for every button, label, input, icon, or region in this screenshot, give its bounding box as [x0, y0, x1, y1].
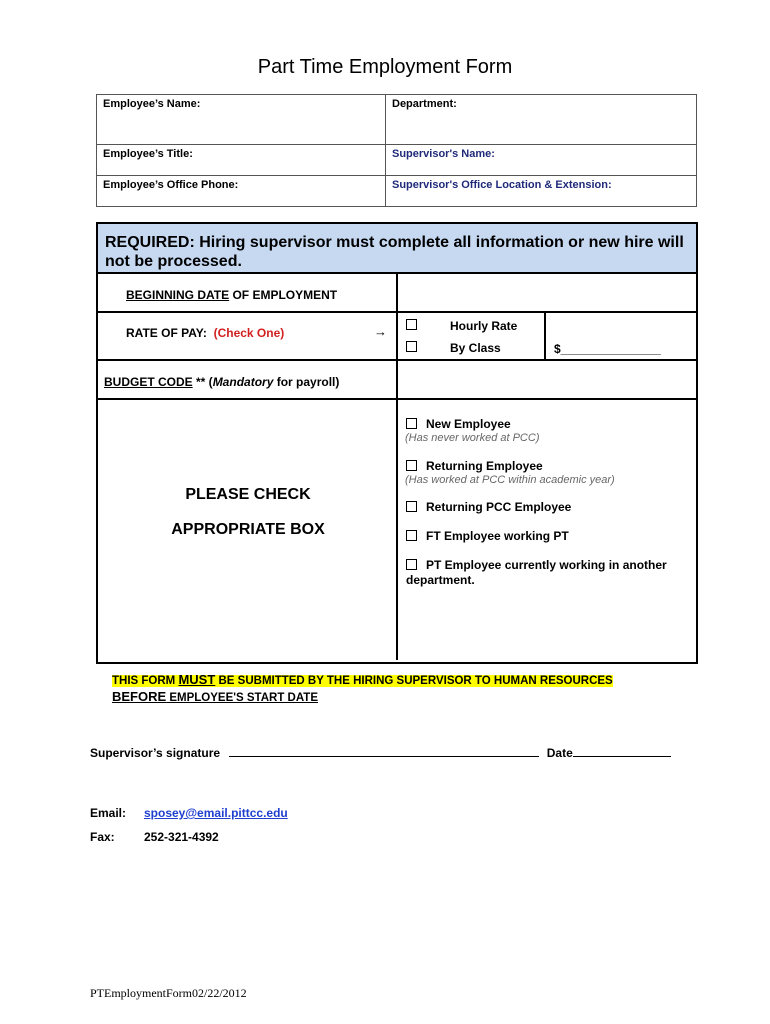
- beginning-date-field[interactable]: [398, 274, 694, 311]
- pt-other-department-checkbox[interactable]: [406, 559, 417, 570]
- signature-row: [90, 746, 671, 760]
- appropriate-box-heading: APPROPRIATE BOX: [171, 521, 325, 538]
- supervisor-location-cell[interactable]: [386, 176, 697, 207]
- date-label: Date: [546, 746, 573, 760]
- budget-code-field[interactable]: [398, 361, 694, 398]
- arrow-icon: →: [374, 324, 387, 339]
- supervisor-name-label: Supervisor's Name:: [392, 148, 495, 160]
- department-cell[interactable]: [386, 95, 697, 145]
- returning-employee-hint: (Has worked at PCC within academic year): [405, 474, 615, 486]
- employee-name-label: Employee’s Name:: [103, 98, 201, 110]
- check-one-note: (Check One): [213, 326, 285, 340]
- rate-of-pay-label: RATE OF PAY: (Check One): [126, 326, 285, 340]
- beginning-date-label: BEGINNING DATE OF EMPLOYMENT: [126, 288, 338, 302]
- returning-pcc-option[interactable]: Returning PCC Employee: [406, 500, 571, 514]
- please-check-heading: PLEASE CHECK: [185, 486, 311, 503]
- supervisor-name-cell[interactable]: [386, 145, 697, 176]
- supervisor-location-label: Supervisor's Office Location & Extension:: [392, 179, 612, 191]
- department-label: Department:: [392, 98, 457, 110]
- employment-details-box: [96, 222, 698, 664]
- new-employee-option[interactable]: New Employee: [406, 417, 511, 431]
- before-emphasis: BEFORE: [112, 689, 167, 704]
- employee-title-label: Employee’s Title:: [103, 148, 193, 160]
- must-emphasis: MUST: [178, 672, 216, 687]
- pay-amount-field[interactable]: $_______________: [554, 342, 661, 356]
- email-row: [90, 806, 288, 820]
- new-employee-hint: (Has never worked at PCC): [405, 432, 540, 444]
- required-banner: [98, 224, 696, 274]
- fax-number: 252-321-4392: [144, 830, 219, 844]
- employee-title-cell[interactable]: [97, 145, 386, 176]
- new-employee-checkbox[interactable]: [406, 418, 417, 429]
- hourly-rate-option[interactable]: [406, 318, 426, 332]
- fax-label: Fax:: [90, 830, 115, 844]
- column-divider: [396, 274, 398, 660]
- signature-line[interactable]: [229, 746, 539, 757]
- employee-info-table: [96, 94, 697, 207]
- submission-notice: THIS FORM MUST BE SUBMITTED BY THE HIRING SUPERVISOR TO HUMAN RESOURCES BEFORE EMPLOYEE'S START DATE: [112, 672, 613, 704]
- date-line[interactable]: [573, 746, 671, 757]
- email-link[interactable]: sposey@email.pittcc.edu: [144, 806, 288, 820]
- returning-employee-checkbox[interactable]: [406, 460, 417, 471]
- email-label: Email:: [90, 806, 127, 820]
- by-class-option[interactable]: [406, 340, 426, 354]
- ft-working-pt-option[interactable]: FT Employee working PT: [406, 529, 569, 543]
- employee-name-cell[interactable]: [97, 95, 386, 145]
- by-class-label: By Class: [450, 341, 501, 355]
- office-phone-cell[interactable]: [97, 176, 386, 207]
- office-phone-label: Employee’s Office Phone:: [103, 179, 239, 191]
- returning-pcc-checkbox[interactable]: [406, 501, 417, 512]
- budget-code-label: BUDGET CODE ** (Mandatory for payroll): [104, 375, 340, 389]
- pt-other-department-option[interactable]: PT Employee currently working in another department.: [406, 558, 667, 587]
- column-divider: [544, 311, 546, 359]
- signature-label: Supervisor’s signature: [90, 746, 221, 760]
- ft-working-pt-checkbox[interactable]: [406, 530, 417, 541]
- hourly-rate-label: Hourly Rate: [450, 319, 518, 333]
- returning-employee-option[interactable]: Returning Employee: [406, 459, 543, 473]
- hourly-rate-checkbox[interactable]: [406, 319, 417, 330]
- form-title: Part Time Employment Form: [257, 56, 513, 78]
- required-text: REQUIRED: Hiring supervisor must complete all information or new hire will not be processed.: [105, 234, 684, 270]
- form-version-footer: PTEmploymentForm02/22/2012: [90, 986, 247, 1000]
- fax-row: [90, 830, 219, 844]
- by-class-checkbox[interactable]: [406, 341, 417, 352]
